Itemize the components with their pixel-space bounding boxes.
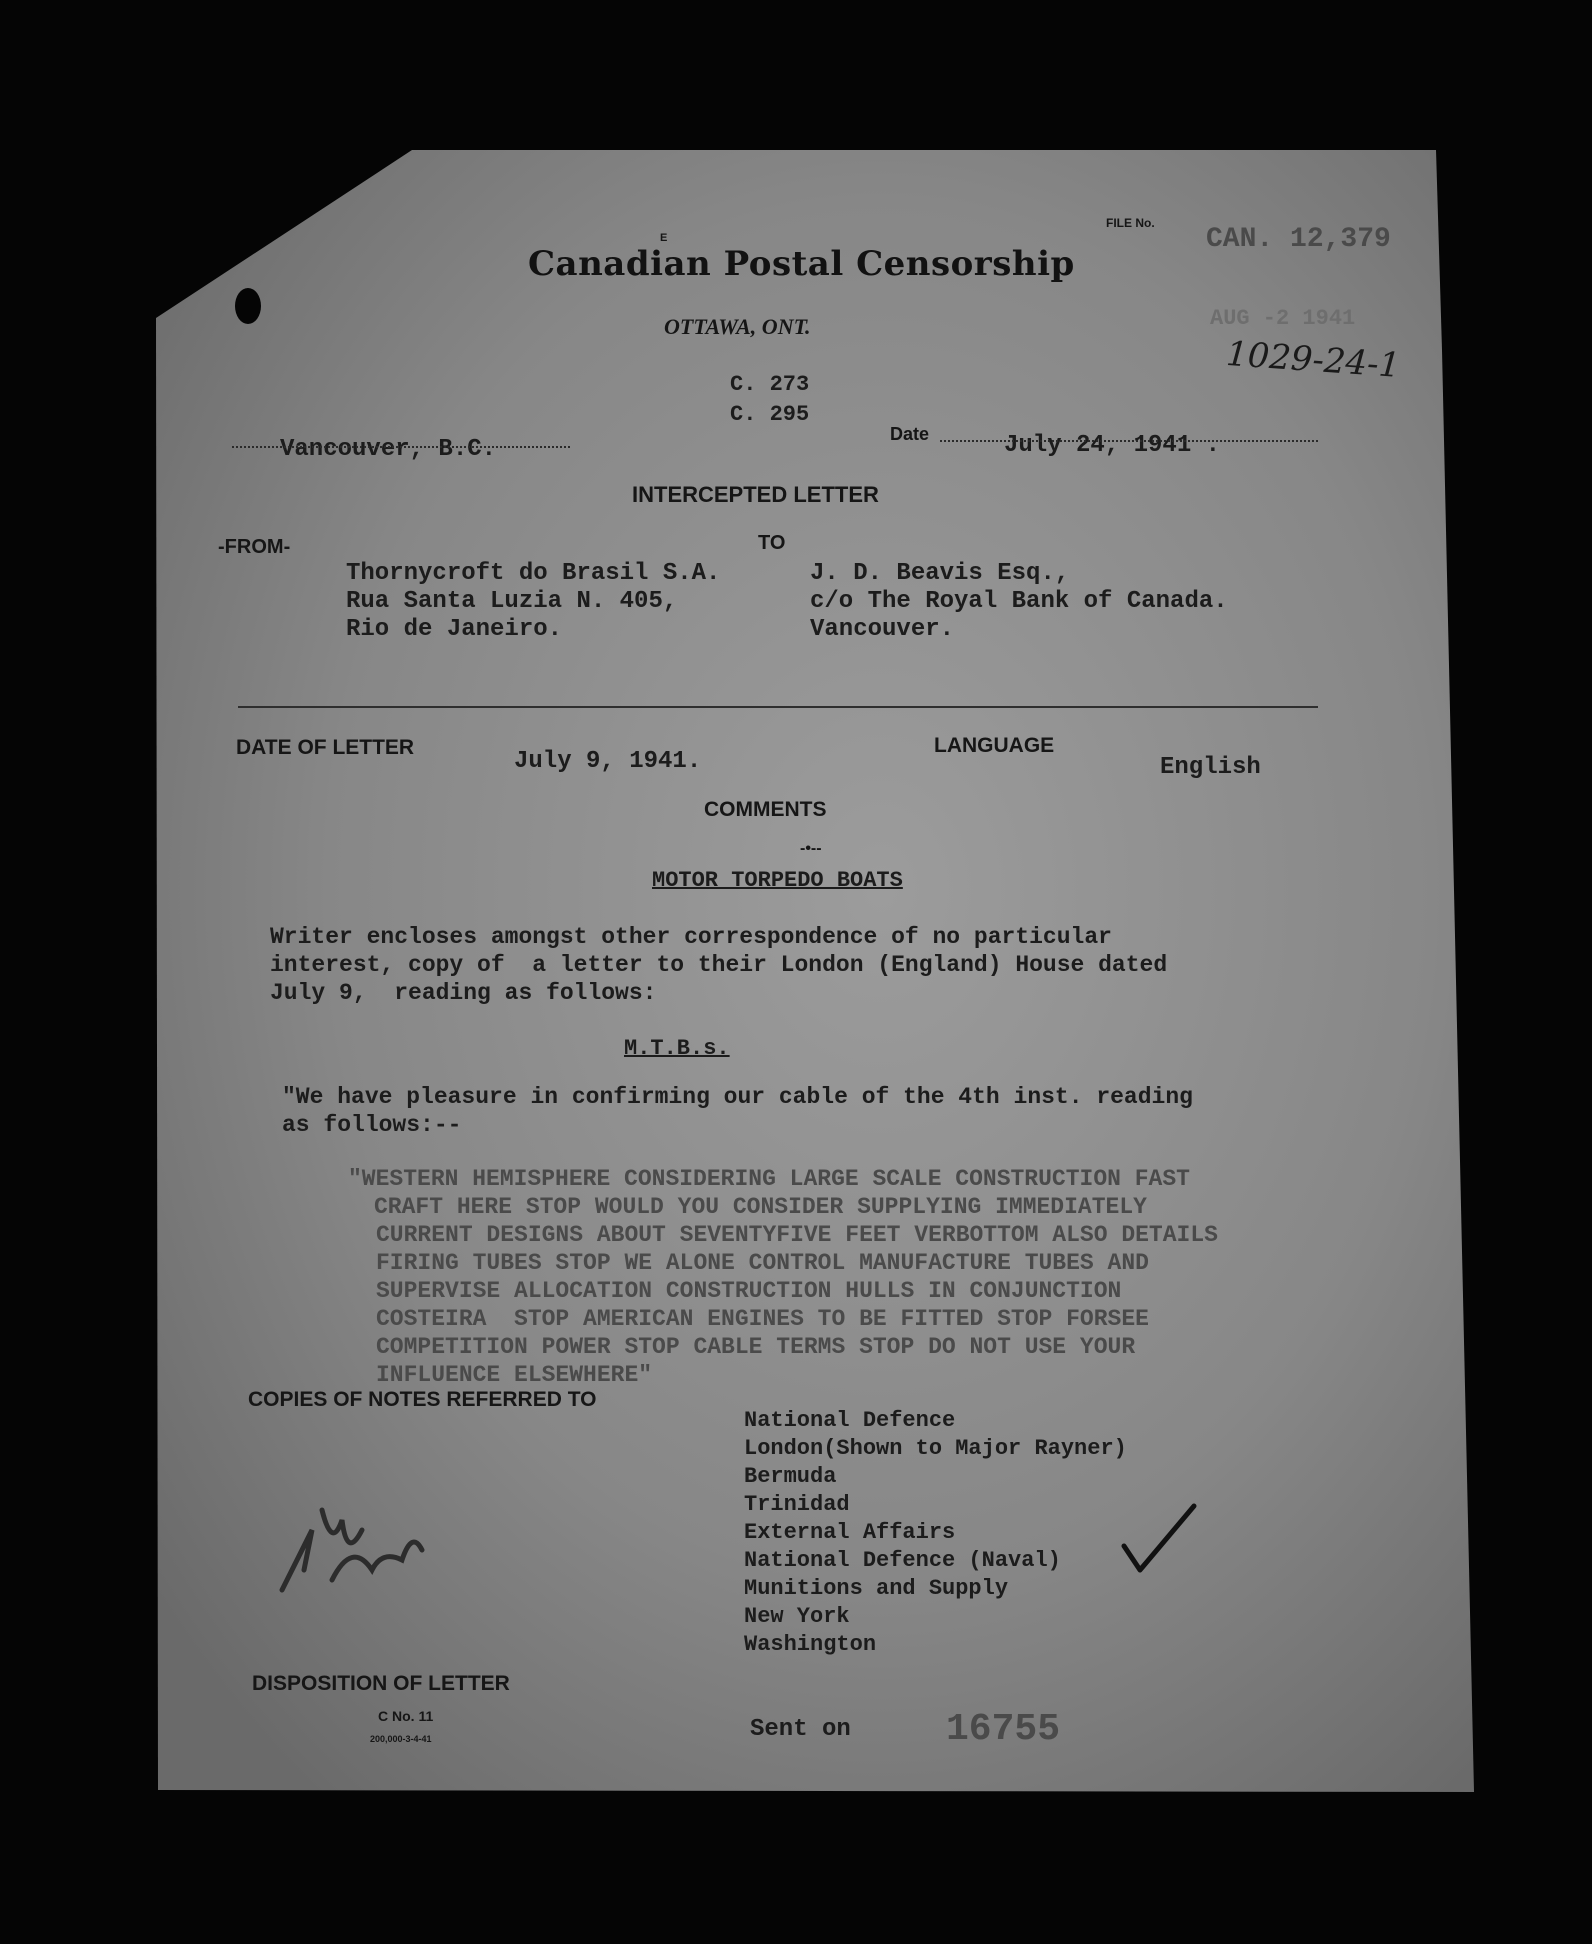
to-line-2: c/o The Royal Bank of Canada. — [810, 588, 1228, 615]
from-line-3: Rio de Janeiro. — [346, 616, 563, 643]
recipient-7: Munitions and Supply — [744, 1576, 1009, 1601]
recipient-5: External Affairs — [744, 1520, 956, 1545]
recipient-6: National Defence (Naval) — [744, 1548, 1061, 1573]
cable-line-6: COSTEIRA STOP AMERICAN ENGINES TO BE FITTED STOP FORSEE — [376, 1306, 1149, 1332]
cable-line-7: COMPETITION POWER STOP CABLE TERMS STOP DO NOT USE YOUR — [376, 1334, 1136, 1360]
date-of-letter-label: DATE OF LETTER — [236, 736, 415, 759]
handwritten-initials-icon — [262, 1470, 442, 1620]
to-line-3: Vancouver. — [810, 616, 955, 643]
cable-line-8: INFLUENCE ELSEWHERE" — [376, 1362, 653, 1388]
document-title: Canadian Postal Censorship — [528, 244, 1075, 284]
check-mark-icon — [1118, 1500, 1198, 1580]
disposition-number: 16755 — [946, 1708, 1061, 1751]
recipient-1: National Defence — [744, 1408, 956, 1433]
subject-heading: MOTOR TORPEDO BOATS — [652, 868, 903, 893]
section-rule — [238, 706, 1318, 708]
intercepted-letter-heading: INTERCEPTED LETTER — [632, 482, 879, 507]
intro-line-2: interest, copy of a letter to their London (England) House dated — [270, 952, 1168, 978]
recipient-8: New York — [744, 1604, 850, 1629]
file-no-label: FILE No. — [1106, 216, 1155, 230]
copies-label: COPIES OF NOTES REFERRED TO — [248, 1388, 597, 1411]
from-label: -FROM- — [218, 536, 291, 558]
language-label: LANGUAGE — [934, 734, 1055, 757]
date-value: July 24, 1941 . — [1004, 432, 1221, 459]
to-line-1: J. D. Beavis Esq., — [810, 560, 1070, 587]
recipient-2: London(Shown to Major Rayner) — [744, 1436, 1127, 1461]
location: OTTAWA, ONT. — [664, 314, 811, 339]
cable-line-3: CURRENT DESIGNS ABOUT SEVENTYFIVE FEET VERBOTTOM ALSO DETAILS — [376, 1222, 1218, 1248]
cable-line-4: FIRING TUBES STOP WE ALONE CONTROL MANUFACTURE TUBES AND — [376, 1250, 1149, 1276]
cable-line-1: "WESTERN HEMISPHERE CONSIDERING LARGE SCALE CONSTRUCTION FAST — [348, 1166, 1190, 1192]
intro-line-1: Writer encloses amongst other correspondence of no particular — [270, 924, 1112, 950]
form-number: C No. 11 — [378, 1708, 434, 1724]
cable-line-5: SUPERVISE ALLOCATION CONSTRUCTION HULLS IN CONJUNCTION — [376, 1278, 1122, 1304]
quote-intro-line-2: as follows:-- — [282, 1112, 462, 1138]
code-c273: C. 273 — [730, 372, 810, 397]
recipient-3: Bermuda — [744, 1464, 837, 1489]
from-line-2: Rua Santa Luzia N. 405, — [346, 588, 678, 615]
cable-line-2: CRAFT HERE STOP WOULD YOU CONSIDER SUPPLYING IMMEDIATELY — [374, 1194, 1147, 1220]
place-value: Vancouver, B.C. — [280, 436, 497, 463]
code-c295: C. 295 — [730, 402, 810, 427]
comments-label: COMMENTS — [704, 798, 827, 821]
date-dotline — [940, 440, 1318, 442]
place-dotline — [232, 446, 570, 448]
recipient-4: Trinidad — [744, 1492, 850, 1517]
to-label: TO — [758, 532, 786, 554]
file-no-value: CAN. 12,379 — [1206, 224, 1391, 255]
from-line-1: Thornycroft do Brasil S.A. — [346, 560, 721, 587]
disposition-label: DISPOSITION OF LETTER — [252, 1672, 510, 1695]
intro-line-3: July 9, reading as follows: — [270, 980, 657, 1006]
print-code: 200,000-3-4-41 — [370, 1734, 432, 1744]
quote-intro-line-1: "We have pleasure in confirming our cable of the 4th inst. reading — [282, 1084, 1193, 1110]
handwritten-reference: 1029-24-1 — [1224, 333, 1402, 387]
date-of-letter-value: July 9, 1941. — [514, 748, 702, 775]
mtb-subheading: M.T.B.s. — [624, 1036, 730, 1061]
received-stamp-date: AUG -2 1941 — [1210, 306, 1356, 331]
date-label: Date — [890, 424, 930, 444]
recipient-9: Washington — [744, 1632, 877, 1657]
letter-e-mark: E — [660, 232, 668, 244]
sent-on-label: Sent on — [750, 1716, 851, 1743]
divider-ornament: -•-- — [800, 840, 822, 857]
language-value: English — [1160, 754, 1261, 781]
